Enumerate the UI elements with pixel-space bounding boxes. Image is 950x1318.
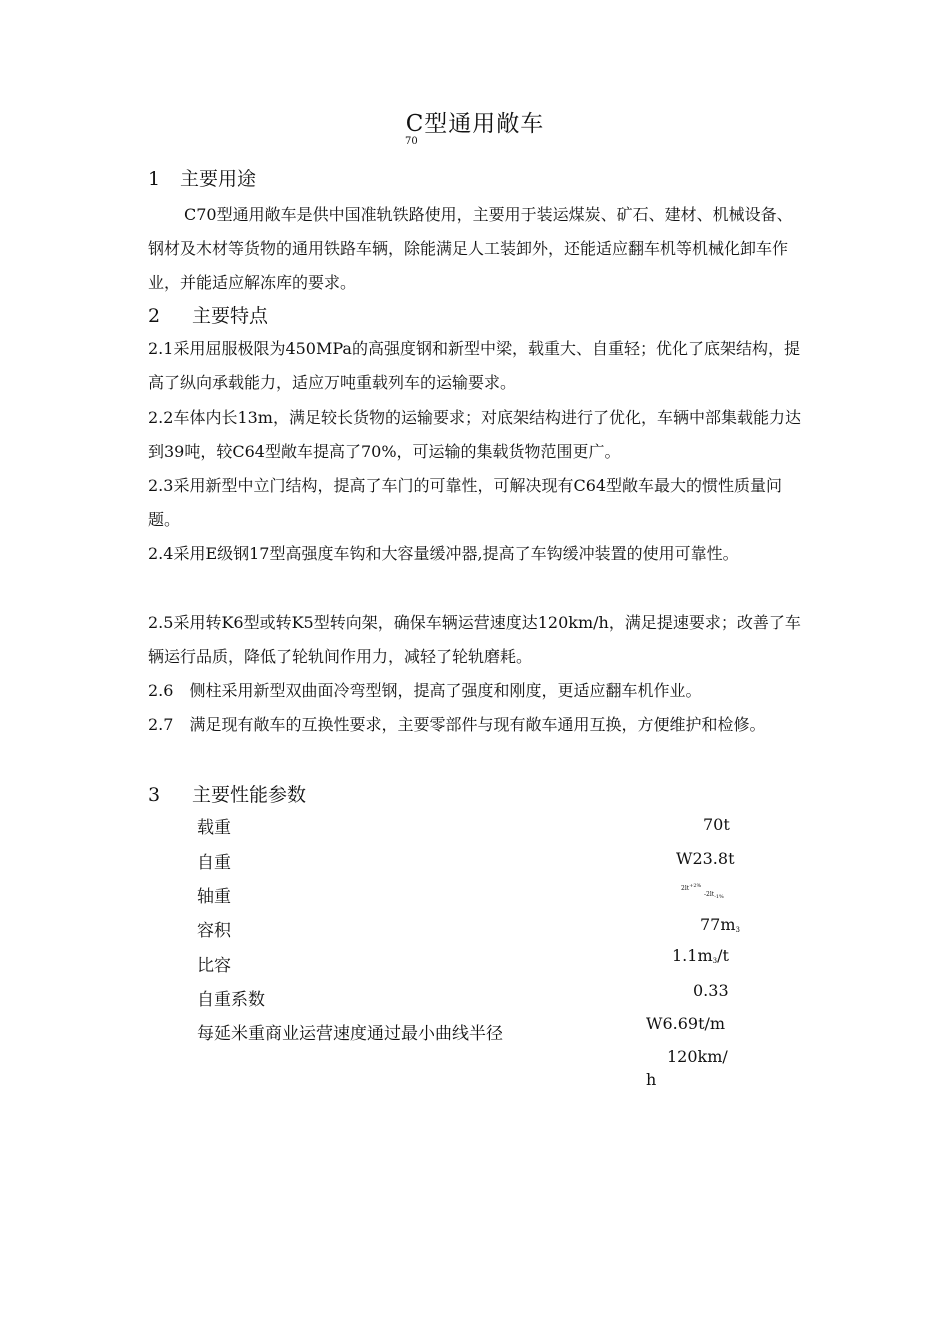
section-title: 主要特点 [192, 305, 269, 327]
feature-2-6: 2.6 侧柱采用新型双曲面冷弯型钢，提高了强度和刚度，更适应翻车机作业。 [148, 681, 702, 700]
param-label-axle: 轴重 [197, 887, 231, 907]
section-number: 1 [148, 168, 161, 190]
section-heading-3 [148, 782, 306, 808]
section-title: 主要用途 [180, 168, 257, 190]
feature-2-2: 2.2车体内长13m，满足较长货物的运输要求；对底架结构进行了优化，车辆中部集载能力达到39吨，较C64型敞车提高了70%，可运输的集载货物范围更广。 [148, 408, 801, 461]
param-value-speed: 120km/ [667, 1047, 728, 1066]
param-value-tare: W23.8t [676, 849, 735, 868]
section-heading-1 [148, 166, 256, 192]
feature-2-3: 2.3采用新型中立门结构，提高了车门的可靠性，可解决现有C64型敞车最大的惯性质量问题。 [148, 476, 783, 529]
intro-text: C70型通用敞车是供中国准轨铁路使用，主要用于装运煤炭、矿石、建材、机械设备、钢材及木材等货物的通用铁路车辆，除能满足人工装卸外，还能适应翻车机等机械化卸车作业，并能适应解冻库的要求。 [148, 205, 793, 292]
feature-2-1: 2.1采用屈服极限为450MPa的高强度钢和新型中梁，载重大、自重轻；优化了底架结构，提高了纵向承载能力，适应万吨重载列车的运输要求。 [148, 339, 800, 392]
section-title: 主要性能参数 [192, 784, 307, 806]
feature-2-5: 2.5采用转K6型或转K5型转向架，确保车辆运营速度达120km/h，满足提速要求；改善了车辆运行品质，降低了轮轨间作用力，减轻了轮轨磨耗。 [148, 613, 801, 666]
param-label-load: 载重 [197, 818, 231, 838]
section-heading-2 [148, 303, 268, 329]
feature-2-4: 2.4采用E级钢17型高强度车钩和大容量缓冲器,提高了车钩缓冲装置的使用可靠性。 [148, 544, 739, 563]
page-title: C型通用敞车 [405, 111, 545, 137]
param-value-axle-upper: $2lt^{+2\%}$ [681, 883, 702, 892]
param-value-per-meter: W6.69t/m [646, 1014, 726, 1033]
param-label-tare: 自重 [197, 853, 231, 873]
param-label-specific-volume: 比容 [197, 956, 231, 976]
param-label-volume: 容积 [197, 921, 231, 941]
title-subscript: 70 [405, 136, 418, 147]
feature-2-7: 2.7 满足现有敞车的互换性要求，主要零部件与现有敞车通用互换，方便维护和检修。 [148, 715, 766, 734]
param-value-tare-coefficient: 0.33 [693, 981, 729, 1000]
section-number: 3 [148, 784, 161, 806]
title-block [0, 108, 950, 140]
param-value-volume: 77m3 [700, 915, 740, 934]
param-label-tare-coefficient: 自重系数 [197, 990, 265, 1010]
param-value-load: 70t [703, 815, 730, 834]
param-value-specific-volume: 1.1m3/t [672, 946, 729, 965]
param-value-axle-lower: $-2lt_{-1\%}$ [704, 891, 724, 901]
intro-paragraph [148, 198, 803, 300]
section-number: 2 [148, 305, 161, 327]
param-value-speed-unit: h [646, 1070, 657, 1089]
param-label-combined: 每延米重商业运营速度通过最小曲线半径 [197, 1024, 503, 1044]
